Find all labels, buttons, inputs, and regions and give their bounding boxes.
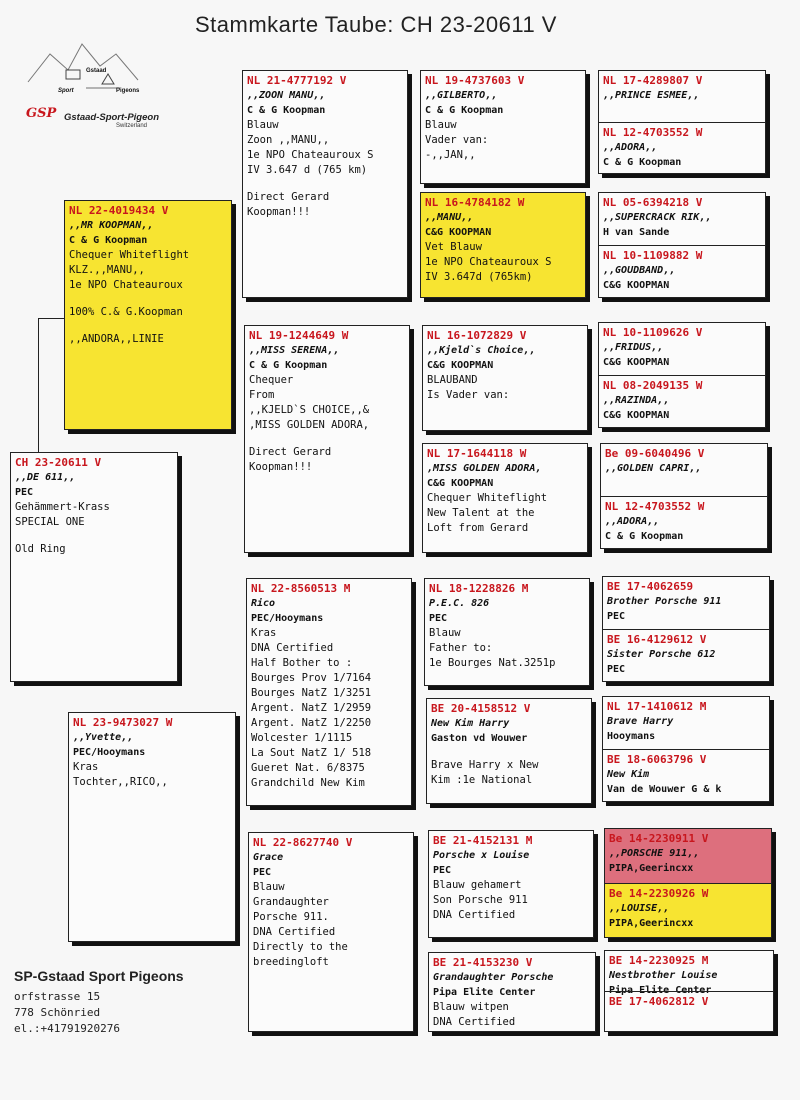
card-detail-line: PIPA,Geerincxx bbox=[609, 918, 694, 929]
card-detail-line: 1e NPO Chateauroux S bbox=[247, 149, 374, 161]
ring-number: CH 23-20611 V bbox=[15, 456, 102, 469]
card-detail-line: SPECIAL ONE bbox=[15, 516, 85, 528]
card-detail-line: Argent. NatZ 1/2959 bbox=[251, 702, 372, 714]
card-detail-line: 1e NPO Chateauroux bbox=[69, 279, 183, 291]
card-detail-line: Van de Wouwer G & k bbox=[607, 784, 722, 795]
card-detail-line: New Kim bbox=[607, 769, 650, 780]
card-detail-line: C&G KOOPMAN bbox=[425, 227, 492, 238]
card-detail-line: Grandchild New Kim bbox=[251, 777, 365, 789]
pedigree-card-gen4[interactable] bbox=[599, 245, 765, 297]
card-detail-line: Brave Harry x New bbox=[431, 759, 539, 771]
card-detail-line: Blauw bbox=[253, 881, 285, 893]
pedigree-card-gen4[interactable] bbox=[605, 951, 773, 996]
pedigree-card-father[interactable] bbox=[64, 200, 232, 430]
ring-number: NL 17-1410612 M bbox=[607, 700, 707, 713]
card-detail-line: DNA Certified bbox=[433, 1016, 516, 1028]
pedigree-card-gen4-pair bbox=[602, 576, 770, 682]
card-detail-line: Blauw witpen bbox=[433, 1001, 509, 1013]
pedigree-card-gen4-pair bbox=[600, 443, 768, 549]
card-detail-line: Directly to the bbox=[253, 941, 348, 953]
card-detail-line: ,,SUPERCRACK RIK,, bbox=[603, 212, 712, 223]
pedigree-card-gen4-pair bbox=[598, 70, 766, 174]
pedigree-card-gen3[interactable] bbox=[424, 578, 590, 686]
card-detail-line: ,,GILBERTO,, bbox=[425, 90, 498, 101]
card-detail-line: PEC/Hooymans bbox=[251, 613, 324, 624]
spacer bbox=[69, 320, 227, 332]
spacer bbox=[15, 530, 173, 542]
pedigree-card-gen3[interactable] bbox=[422, 325, 588, 431]
spacer bbox=[431, 746, 587, 758]
pedigree-card-gen4[interactable] bbox=[599, 375, 765, 427]
ring-number: NL 10-1109882 W bbox=[603, 249, 703, 262]
card-detail-line: Is Vader van: bbox=[427, 389, 510, 401]
card-detail-line: ,,Yvette,, bbox=[73, 732, 134, 743]
card-detail-line: La Sout NatZ 1/ 518 bbox=[251, 747, 372, 759]
card-detail-line: Blauw bbox=[247, 119, 279, 131]
ring-number: NL 05-6394218 V bbox=[603, 196, 703, 209]
card-detail-line: ,,FRIDUS,, bbox=[603, 342, 664, 353]
ring-number: NL 16-1072829 V bbox=[427, 329, 527, 342]
gsp-logo bbox=[20, 40, 220, 130]
pedigree-card-gen4[interactable] bbox=[605, 991, 773, 1031]
card-detail-line: Loft from Gerard bbox=[427, 522, 529, 534]
card-detail-line: C & G Koopman bbox=[247, 105, 326, 116]
card-detail-line: PEC bbox=[429, 613, 448, 624]
card-detail-line: Vet Blauw bbox=[425, 241, 482, 253]
card-detail-line: Tochter,,RICO,, bbox=[73, 776, 168, 788]
spacer bbox=[249, 433, 405, 445]
card-detail-line: Porsche 911. bbox=[253, 911, 329, 923]
card-detail-line: Koopman!!! bbox=[247, 206, 311, 218]
ring-number: NL 19-4737603 V bbox=[425, 74, 525, 87]
ring-number: NL 17-4289807 V bbox=[603, 74, 703, 87]
ring-number: NL 12-4703552 W bbox=[605, 500, 705, 513]
logo-sport: Sport bbox=[58, 88, 74, 94]
card-detail-line: Direct Gerard bbox=[247, 191, 330, 203]
card-detail-line: BLAUBAND bbox=[427, 374, 478, 386]
card-detail-line: Old Ring bbox=[15, 543, 66, 555]
card-detail-line: C & G Koopman bbox=[249, 360, 328, 371]
pedigree-card-gen3[interactable] bbox=[428, 952, 596, 1032]
card-detail-line: C & G Koopman bbox=[69, 235, 148, 246]
card-detail-line: PEC bbox=[15, 487, 34, 498]
card-detail-line: -,,JAN,, bbox=[425, 149, 476, 161]
card-detail-line: ,,LOUISE,, bbox=[609, 903, 670, 914]
card-detail-line: C&G KOOPMAN bbox=[603, 357, 670, 368]
card-detail-line: P.E.C. 826 bbox=[429, 598, 490, 609]
pedigree-card-gen4[interactable] bbox=[599, 323, 765, 375]
logo-name: Gstaad-Sport-Pigeon bbox=[64, 112, 160, 123]
pedigree-card-gen4[interactable] bbox=[603, 577, 769, 629]
ring-number: BE 17-4062659 bbox=[607, 580, 694, 593]
ring-number: NL 19-1244649 W bbox=[249, 329, 349, 342]
pedigree-card-gen4[interactable] bbox=[599, 122, 765, 173]
ring-number: NL 08-2049135 W bbox=[603, 379, 703, 392]
ring-number: BE 20-4158512 V bbox=[431, 702, 531, 715]
pedigree-card-gen4[interactable] bbox=[599, 71, 765, 122]
ring-number: NL 22-8560513 M bbox=[251, 582, 351, 595]
card-detail-line: ,,MR KOOPMAN,, bbox=[69, 220, 154, 231]
connector-line bbox=[38, 318, 64, 319]
ring-number: NL 17-1644118 W bbox=[427, 447, 527, 460]
ring-number: BE 21-4152131 M bbox=[433, 834, 533, 847]
card-detail-line: KLZ.,,MANU,, bbox=[69, 264, 145, 276]
card-detail-line: Half Bother to : bbox=[251, 657, 353, 669]
card-detail-line: Rico bbox=[251, 598, 276, 609]
card-detail-line: Porsche x Louise bbox=[433, 850, 530, 861]
card-detail-line: C & G Koopman bbox=[605, 531, 684, 542]
card-detail-line: Hooymans bbox=[607, 731, 656, 742]
ring-number: Be 14-2230911 V bbox=[609, 832, 709, 845]
pedigree-card-sire-dam[interactable] bbox=[244, 325, 410, 553]
card-detail-line: Gaston vd Wouwer bbox=[431, 733, 528, 744]
footer-company: SP-Gstaad Sport Pigeons bbox=[14, 968, 184, 984]
card-detail-line: PEC bbox=[607, 611, 626, 622]
pedigree-card-gen3[interactable] bbox=[428, 830, 594, 938]
card-detail-line: PEC bbox=[253, 867, 272, 878]
ring-number: NL 22-8627740 V bbox=[253, 836, 353, 849]
card-detail-line: Direct Gerard bbox=[249, 446, 332, 458]
card-detail-line: Kras bbox=[251, 627, 277, 639]
card-detail-line: ,,RAZINDA,, bbox=[603, 395, 670, 406]
footer-contact bbox=[14, 968, 184, 1035]
card-detail-line: Chequer bbox=[249, 374, 294, 386]
card-detail-line: ,,GOLDEN CAPRI,, bbox=[605, 463, 702, 474]
spacer bbox=[69, 293, 227, 305]
card-detail-line: ,,PORSCHE 911,, bbox=[609, 848, 700, 859]
card-detail-line: DNA Certified bbox=[433, 909, 516, 921]
card-detail-line: Chequer Whiteflight bbox=[69, 249, 190, 261]
ring-number: NL 23-9473027 W bbox=[73, 716, 173, 729]
pedigree-card-gen3[interactable] bbox=[420, 70, 586, 184]
card-detail-line: ,MISS GOLDEN ADORA, bbox=[427, 463, 542, 474]
ring-number: Be 14-2230926 W bbox=[609, 887, 709, 900]
ring-number: BE 17-4062812 V bbox=[609, 995, 709, 1008]
pedigree-card-gen3[interactable] bbox=[420, 192, 586, 298]
card-detail-line: Blauw bbox=[429, 627, 461, 639]
footer-phone: el.:+41791920276 bbox=[14, 1022, 120, 1035]
card-detail-line: PEC bbox=[433, 865, 452, 876]
ring-number: NL 18-1228826 M bbox=[429, 582, 529, 595]
logo-pigeons: Pigeons bbox=[116, 88, 140, 94]
ring-number: Be 09-6040496 V bbox=[605, 447, 705, 460]
pedigree-card-subject[interactable] bbox=[10, 452, 178, 682]
card-detail-line: Kim :1e National bbox=[431, 774, 533, 786]
logo-brand: GSP bbox=[26, 106, 57, 121]
pedigree-card-gen4[interactable] bbox=[603, 629, 769, 681]
card-detail-line: Blauw bbox=[425, 119, 457, 131]
ring-number: NL 12-4703552 W bbox=[603, 126, 703, 139]
card-detail-line: Bourges NatZ 1/3251 bbox=[251, 687, 372, 699]
card-detail-line: H van Sande bbox=[603, 227, 670, 238]
footer-city: 778 Schönried bbox=[14, 1006, 101, 1019]
ring-number: BE 18-6063796 V bbox=[607, 753, 707, 766]
card-detail-line: ,MISS GOLDEN ADORA, bbox=[249, 419, 370, 431]
card-detail-line: Son Porsche 911 bbox=[433, 894, 528, 906]
card-detail-line: C&G KOOPMAN bbox=[427, 360, 494, 371]
logo-town: Gstaad bbox=[86, 68, 107, 74]
card-detail-line: New Kim Harry bbox=[431, 718, 510, 729]
card-detail-line: Sister Porsche 612 bbox=[607, 649, 716, 660]
ring-number: NL 22-4019434 V bbox=[69, 204, 169, 217]
card-detail-line: C & G Koopman bbox=[603, 157, 682, 168]
pedigree-card-gen4-pair bbox=[598, 192, 766, 298]
ring-number: NL 21-4777192 V bbox=[247, 74, 347, 87]
pedigree-card-gen4[interactable] bbox=[601, 444, 767, 496]
card-detail-line: ,,KJELD`S CHOICE,,& bbox=[249, 404, 370, 416]
card-detail-line: Argent. NatZ 1/2250 bbox=[251, 717, 372, 729]
card-detail-line: Grace bbox=[253, 852, 284, 863]
card-detail-line: Brother Porsche 911 bbox=[607, 596, 722, 607]
footer-street: orfstrasse 15 bbox=[14, 990, 101, 1003]
card-detail-line: Pipa Elite Center bbox=[609, 985, 712, 996]
pedigree-card-gen4[interactable] bbox=[605, 829, 771, 883]
card-detail-line: 100% C.& G.Koopman bbox=[69, 306, 183, 318]
pedigree-card-gen4-pair bbox=[604, 828, 772, 938]
page-title: Stammkarte Taube: CH 23-20611 V bbox=[195, 12, 557, 37]
card-detail-line: Nestbrother Louise bbox=[609, 970, 718, 981]
card-detail-line: PEC/Hooymans bbox=[73, 747, 146, 758]
card-detail-line: From bbox=[249, 389, 275, 401]
card-detail-line: IV 3.647d (765km) bbox=[425, 271, 533, 283]
card-detail-line: ,,DE 611,, bbox=[15, 472, 76, 483]
ring-number: BE 21-4153230 V bbox=[433, 956, 533, 969]
card-detail-line: Blauw gehamert bbox=[433, 879, 522, 891]
card-detail-line: Chequer Whiteflight bbox=[427, 492, 548, 504]
card-detail-line: C&G KOOPMAN bbox=[603, 410, 670, 421]
card-detail-line: ,,PRINCE ESMEE,, bbox=[603, 90, 700, 101]
pedigree-card-gen4[interactable] bbox=[603, 697, 769, 749]
ring-number: BE 16-4129612 V bbox=[607, 633, 707, 646]
ring-number: NL 10-1109626 V bbox=[603, 326, 703, 339]
card-detail-line: Kras bbox=[73, 761, 99, 773]
card-detail-line: ,,ANDORA,,LINIE bbox=[69, 333, 164, 345]
card-detail-line: Bourges Prov 1/7164 bbox=[251, 672, 372, 684]
card-detail-line: Grandaughter bbox=[253, 896, 329, 908]
card-detail-line: ,,GOUDBAND,, bbox=[603, 265, 676, 276]
card-detail-line: Pipa Elite Center bbox=[433, 987, 536, 998]
card-detail-line: C&G KOOPMAN bbox=[427, 478, 494, 489]
pedigree-card-gen4[interactable] bbox=[603, 749, 769, 801]
card-detail-line: Koopman!!! bbox=[249, 461, 313, 473]
pedigree-card-mother[interactable] bbox=[68, 712, 236, 942]
pedigree-card-gen4-pair bbox=[604, 950, 774, 1032]
pedigree-card-gen3[interactable] bbox=[422, 443, 588, 553]
card-detail-line: DNA Certified bbox=[253, 926, 336, 938]
card-detail-line: DNA Certified bbox=[251, 642, 334, 654]
card-detail-line: Wolcester 1/1115 bbox=[251, 732, 353, 744]
card-detail-line: ,,ZOON MANU,, bbox=[247, 90, 326, 101]
card-detail-line: PEC bbox=[607, 664, 626, 675]
logo-country: Switzerland bbox=[116, 123, 148, 129]
card-detail-line: ,,MANU,, bbox=[425, 212, 474, 223]
card-detail-line: Father to: bbox=[429, 642, 493, 654]
pedigree-card-gen4[interactable] bbox=[605, 883, 771, 937]
card-detail-line: 1e Bourges Nat.3251p bbox=[429, 657, 556, 669]
card-detail-line: Gehämmert-Krass bbox=[15, 501, 110, 513]
pedigree-card-gen3[interactable] bbox=[426, 698, 592, 804]
pedigree-card-gen4[interactable] bbox=[599, 193, 765, 245]
pedigree-card-gen4[interactable] bbox=[601, 496, 767, 548]
card-detail-line: IV 3.647 d (765 km) bbox=[247, 164, 368, 176]
card-detail-line: ,,ADORA,, bbox=[605, 516, 660, 527]
card-detail-line: 1e NPO Chateauroux S bbox=[425, 256, 552, 268]
card-detail-line: New Talent at the bbox=[427, 507, 535, 519]
pedigree-card-gen4-pair bbox=[598, 322, 766, 428]
pedigree-card-dam-dam[interactable] bbox=[248, 832, 414, 1032]
pedigree-card-gen4-pair bbox=[602, 696, 770, 802]
spacer bbox=[247, 178, 403, 190]
pedigree-card-dam-sire[interactable] bbox=[246, 578, 412, 806]
card-detail-line: Vader van: bbox=[425, 134, 489, 146]
card-detail-line: C&G KOOPMAN bbox=[603, 280, 670, 291]
card-detail-line: breedingloft bbox=[253, 956, 329, 968]
card-detail-line: Brave Harry bbox=[607, 716, 674, 727]
ring-number: BE 14-2230925 M bbox=[609, 954, 709, 967]
card-detail-line: C & G Koopman bbox=[425, 105, 504, 116]
pedigree-card-sire-sire[interactable] bbox=[242, 70, 408, 298]
card-detail-line: ,,MISS SERENA,, bbox=[249, 345, 340, 356]
card-detail-line: Grandaughter Porsche bbox=[433, 972, 554, 983]
connector-line bbox=[38, 318, 39, 454]
card-detail-line: ,,ADORA,, bbox=[603, 142, 658, 153]
card-detail-line: PIPA,Geerincxx bbox=[609, 863, 694, 874]
card-detail-line: Gueret Nat. 6/8375 bbox=[251, 762, 365, 774]
card-detail-line: Zoon ,,MANU,, bbox=[247, 134, 330, 146]
ring-number: NL 16-4784182 W bbox=[425, 196, 525, 209]
card-detail-line: ,,Kjeld`s Choice,, bbox=[427, 345, 536, 356]
